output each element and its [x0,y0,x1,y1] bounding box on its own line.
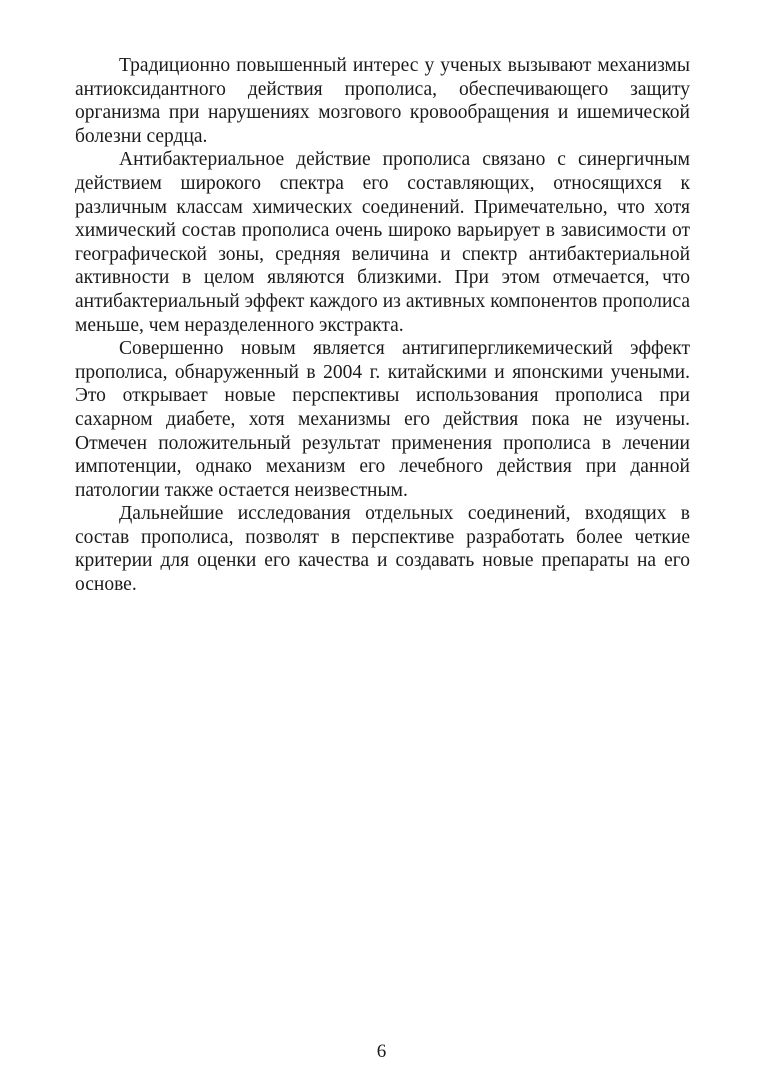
page-number: 6 [376,1041,387,1062]
paragraph-further-research: Дальнейшие исследования отдельных соединений, входящих в состав прополиса, позволят в перспективе разработать более четкие критерии для оценки его качества и создавать новые препараты на его основе. [75,503,690,596]
paragraph-antihyperglycemic: Совершенно новым является антигипергликемический эффект прополиса, обнаруженный в 2004 г. китайскими и японскими учеными. Это открывает новые перспективы использования прополиса при сахарном диабете, хотя механизмы его действия пока не изучены. Отмечен положительный результат применения прополиса в лечении импотенции, однако механизм его лечебного действия при данной патологии также остается неизвестным. [75,338,690,501]
paragraph-antioxidant: Традиционно повышенный интерес у ученых вызывают механизмы антиоксидантного действия прополиса, обеспечивающего защиту организма при нарушениях мозгового кровообращения и ишемической болезни сердца. [75,55,690,147]
body-text [75,54,690,597]
paragraph-antibacterial: Антибактериальное действие прополиса связано с синергичным действием широкого спектра его составляющих, относящихся к различным классам химических соединений. Примечательно, что хотя химический состав прополиса очень широко варьирует в зависимости от географической зоны, средняя величина и спектр антибактериальной активности в целом являются близкими. При этом отмечается, что антибактериальный эффект каждого из активных компонентов прополиса меньше, чем неразделенного экстракта. [75,149,690,336]
